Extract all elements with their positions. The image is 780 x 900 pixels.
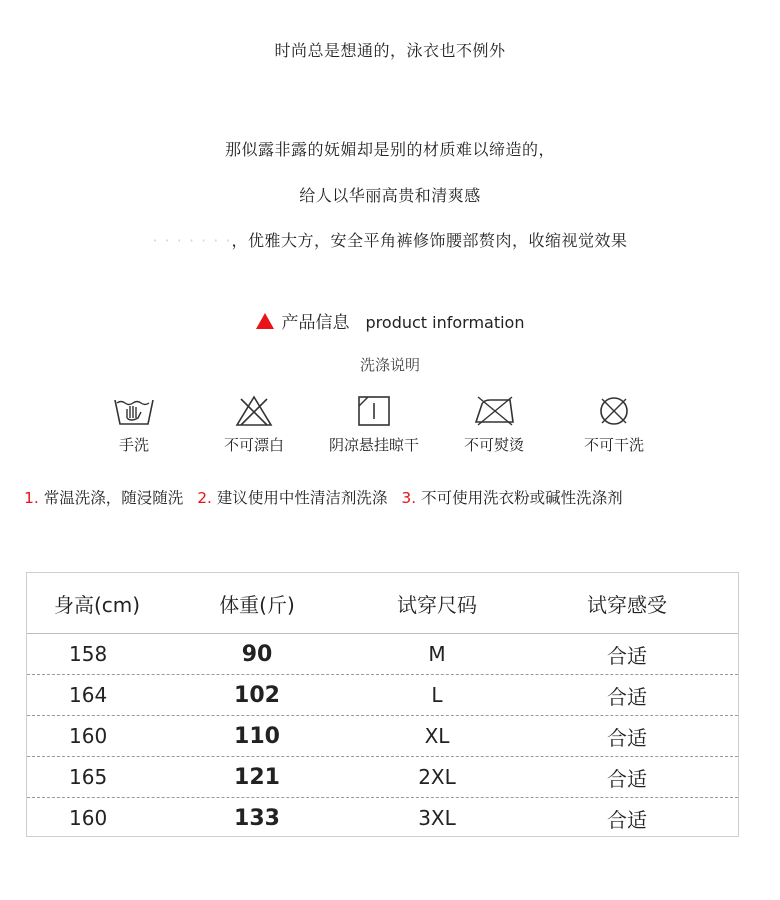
note-text: 建议使用中性清洁剂洗涤	[216, 489, 388, 507]
intro-line-4	[0, 228, 780, 251]
intro-line-3: 给人以华丽高贵和清爽感	[299, 186, 481, 205]
faded-text: · · · · · · ·	[152, 231, 232, 250]
note-number: 3.	[401, 489, 417, 507]
cell-size: XL	[424, 724, 450, 748]
care-label-hand-wash: 手洗	[118, 436, 149, 454]
hand-wash-icon	[112, 394, 156, 428]
cell-fit: 合适	[607, 643, 647, 668]
note-text: 不可使用洗衣粉或碱性洗涤剂	[421, 489, 623, 507]
cell-size: M	[428, 642, 446, 666]
care-label-no-bleach: 不可漂白	[223, 436, 284, 454]
cell-height: 164	[69, 683, 108, 707]
intro-line-4-text: ，优雅大方，安全平角裤修饰腰部赘肉，收缩视觉效果	[231, 231, 628, 250]
cell-height: 160	[69, 724, 108, 748]
cell-fit: 合适	[607, 807, 647, 832]
cell-size: L	[431, 683, 443, 707]
table-header	[27, 573, 738, 634]
red-triangle-icon	[256, 313, 274, 329]
cell-weight: 110	[234, 723, 280, 749]
cell-height: 158	[69, 642, 108, 666]
header-fit: 试穿感受	[587, 592, 667, 617]
product-info-heading	[0, 308, 780, 333]
cell-weight: 90	[241, 641, 273, 667]
table-row	[27, 798, 738, 838]
cell-height: 165	[69, 765, 108, 789]
cell-height: 160	[69, 806, 108, 830]
product-info-title-en: product information	[365, 313, 525, 332]
header-size: 试穿尺码	[397, 592, 477, 617]
cell-weight: 121	[234, 764, 280, 790]
cell-weight: 133	[234, 805, 280, 831]
line-dry-shade-icon	[356, 394, 392, 428]
care-item-no-dry-clean	[554, 394, 674, 455]
cell-size: 3XL	[418, 806, 456, 830]
care-item-no-iron	[434, 394, 554, 455]
wash-notes	[24, 486, 764, 508]
cell-weight: 102	[234, 682, 280, 708]
care-label-no-dry-clean: 不可干洗	[583, 436, 644, 454]
wash-instructions-title: 洗涤说明	[359, 356, 420, 374]
no-bleach-icon	[234, 394, 274, 428]
table-row	[27, 757, 738, 798]
table-row	[27, 675, 738, 716]
no-iron-icon	[470, 394, 518, 428]
note-number: 1.	[24, 489, 39, 507]
table-row	[27, 716, 738, 757]
note-text: 常温洗涤，随浸随洗	[43, 489, 184, 507]
cell-fit: 合适	[607, 684, 647, 709]
intro-line-1: 时尚总是想通的，泳衣也不例外	[274, 41, 506, 60]
care-item-hand-wash	[74, 394, 194, 455]
table-row	[27, 634, 738, 675]
cell-fit: 合适	[607, 766, 647, 791]
cell-fit: 合适	[607, 725, 647, 750]
care-item-line-dry	[314, 394, 434, 455]
care-label-line-dry: 阴凉悬挂晾干	[328, 436, 419, 454]
size-fitting-table	[26, 572, 739, 837]
product-info-title-cn: 产品信息	[281, 313, 350, 333]
care-label-no-iron: 不可熨烫	[463, 436, 524, 454]
no-dry-clean-icon	[596, 394, 632, 428]
header-height: 身高(cm)	[53, 592, 141, 617]
header-weight: 体重(斤)	[219, 592, 295, 617]
care-item-no-bleach	[194, 394, 314, 455]
cell-size: 2XL	[418, 765, 456, 789]
intro-line-2: 那似露非露的妩媚却是别的材质难以缔造的，	[224, 140, 555, 159]
note-number: 2.	[197, 489, 212, 507]
